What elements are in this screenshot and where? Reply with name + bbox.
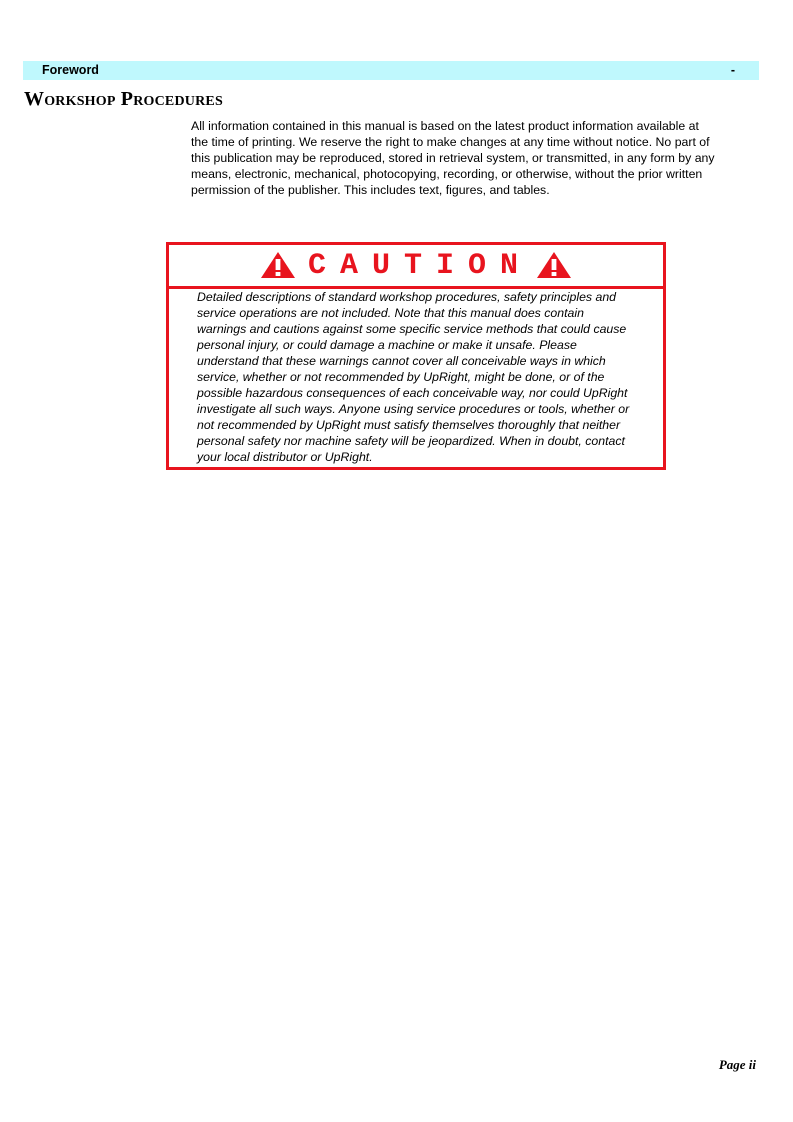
caution-body: [197, 289, 661, 465]
caution-line: investigate all such ways. Anyone using service procedures or tools, whether or: [197, 402, 630, 416]
caution-line: service, whether or not recommended by UpRight, might be done, or of the: [197, 370, 605, 384]
caution-line: personal safety nor machine safety will be jeopardized. When in doubt, contact: [197, 434, 625, 448]
caution-line: Detailed descriptions of standard workshop procedures, safety principles and: [197, 290, 617, 304]
caution-line: warnings and cautions against some specific service methods that could cause: [197, 322, 627, 336]
intro-line: All information contained in this manual is based on the latest product information available at: [191, 119, 699, 133]
section-name: Foreword: [42, 63, 99, 77]
page-title: Workshop Procedures: [24, 88, 223, 110]
warning-triangle-icon: [260, 251, 296, 279]
caution-header: [169, 245, 663, 289]
section-header-bar: [23, 61, 759, 80]
intro-paragraph: [191, 118, 759, 198]
caution-line: your local distributor or UpRight.: [197, 450, 373, 464]
header-dash: -: [730, 63, 735, 77]
caution-line: understand that these warnings cannot cover all conceivable ways in which: [197, 354, 606, 368]
intro-line: permission of the publisher. This includes text, figures, and tables.: [191, 183, 550, 197]
intro-line: this publication may be reproduced, stored in retrieval system, or transmitted, in any form by any: [191, 151, 715, 165]
intro-line: the time of printing. We reserve the right to make changes at any time without notice. No part of: [191, 135, 710, 149]
page-number: Page ii: [718, 1057, 756, 1072]
caution-line: personal injury, or could damage a machine or make it unsafe. Please: [197, 338, 577, 352]
caution-heading: CAUTION: [308, 249, 533, 283]
caution-line: possible hazardous consequences of each conceivable way, nor could UpRight: [197, 386, 628, 400]
caution-line: service operations are not included. Note that this manual does contain: [197, 306, 584, 320]
warning-triangle-icon: [536, 251, 572, 279]
caution-box: [166, 242, 666, 470]
caution-line: not recommended by UpRight must satisfy themselves thoroughly that neither: [197, 418, 621, 432]
intro-line: means, electronic, mechanical, photocopying, recording, or otherwise, without the prior written: [191, 167, 703, 181]
